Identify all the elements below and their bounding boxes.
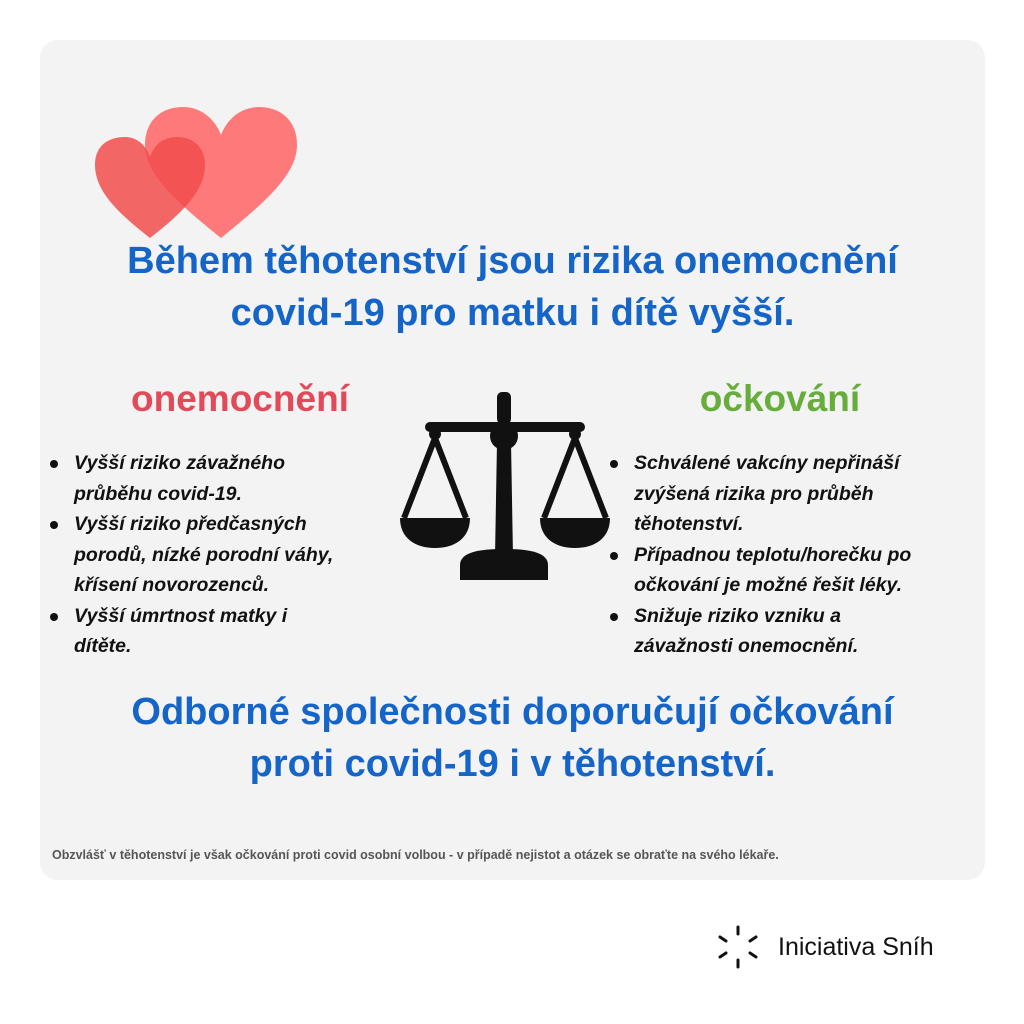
list-item-line: očkování je možné řešit léky. bbox=[634, 574, 903, 596]
headline-line: covid-19 pro matku i dítě vyšší. bbox=[230, 292, 795, 334]
disease-risk-list bbox=[50, 448, 380, 662]
list-item-line: Vyšší úmrtnost matky i bbox=[74, 604, 288, 627]
headline-line: Během těhotenství jsou rizika onemocnění bbox=[127, 240, 898, 282]
list-item bbox=[610, 601, 970, 662]
main-headline bbox=[40, 235, 985, 339]
list-item-line: Snižuje riziko vzniku a bbox=[634, 604, 841, 627]
bullet-icon bbox=[610, 552, 618, 560]
hearts-icon bbox=[93, 103, 301, 241]
bullet-icon bbox=[50, 460, 58, 468]
list-item-line: porodů, nízké porodní váhy, bbox=[74, 543, 334, 566]
vaccination-benefit-list bbox=[610, 448, 970, 662]
list-item-line: Vyšší riziko závažného bbox=[74, 452, 285, 474]
headline-line: Odborné společnosti doporučují očkování bbox=[131, 691, 894, 733]
list-item bbox=[610, 448, 970, 540]
vaccination-column-title: očkování bbox=[699, 378, 861, 419]
headline-line: proti covid-19 i v těhotenství. bbox=[249, 743, 776, 785]
list-item-line: Vyšší riziko předčasných bbox=[74, 513, 307, 535]
list-item-line: zvýšená rizika pro průběh bbox=[634, 482, 874, 505]
list-item-line: závažnosti onemocnění. bbox=[634, 635, 859, 657]
logo-text: Iniciativa Sníh bbox=[778, 933, 934, 961]
list-item bbox=[50, 601, 380, 662]
recommendation-headline bbox=[40, 686, 985, 790]
list-item bbox=[50, 509, 380, 601]
list-item-line: dítěte. bbox=[74, 635, 132, 657]
bullet-icon bbox=[610, 460, 618, 468]
snowflake-logo-icon bbox=[716, 925, 760, 969]
list-item-line: těhotenství. bbox=[634, 513, 744, 535]
bullet-icon bbox=[50, 521, 58, 529]
scales-of-justice-icon bbox=[400, 392, 610, 582]
list-item-line: Schválené vakcíny nepřináší bbox=[634, 452, 900, 474]
list-item bbox=[50, 448, 380, 509]
footnote: Obzvlášť v těhotenství je však očkování proti covid osobní volbou - v případě nejistot a otázek se obraťte na svého lékaře. bbox=[52, 848, 779, 862]
bullet-icon bbox=[50, 613, 58, 621]
bullet-icon bbox=[610, 613, 618, 621]
list-item-line: křísení novorozenců. bbox=[74, 574, 270, 596]
disease-column-title: onemocnění bbox=[131, 378, 349, 419]
list-item-line: Případnou teplotu/horečku po bbox=[634, 543, 912, 566]
list-item bbox=[610, 540, 970, 601]
list-item-line: průběhu covid-19. bbox=[74, 482, 242, 505]
